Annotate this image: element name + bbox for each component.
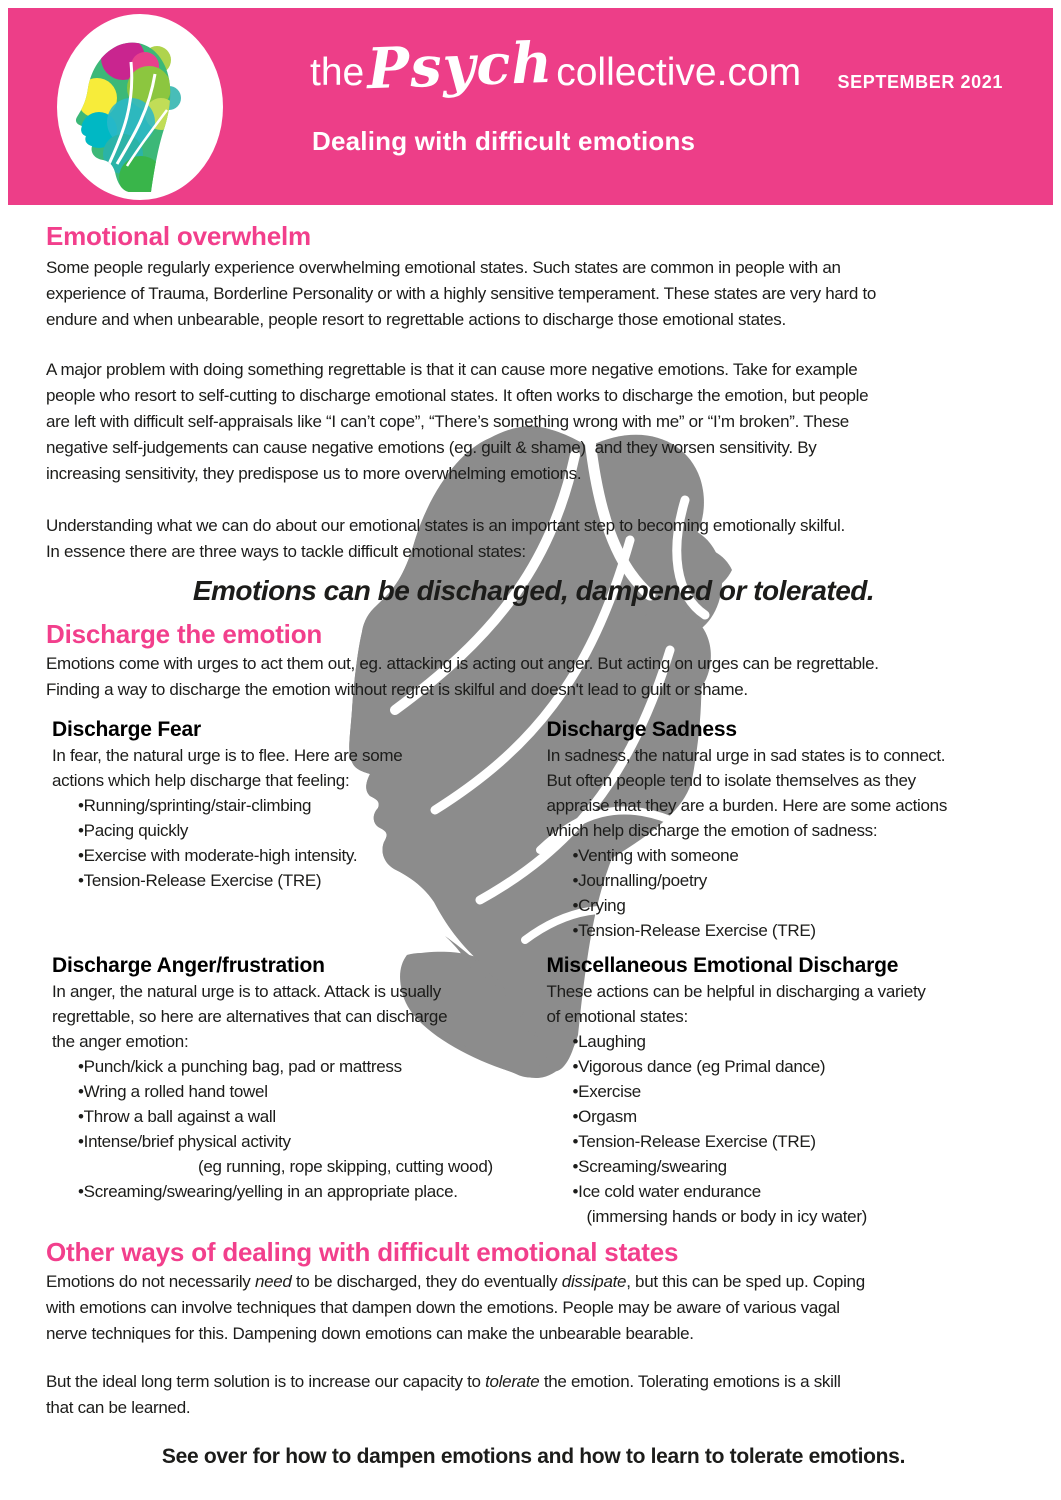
text-line: of emotional states: — [546, 1007, 688, 1026]
text-line: appraise that they are a burden. Here are some actions — [546, 796, 948, 815]
logo-head-graphic — [57, 14, 223, 200]
text-line: But often people tend to isolate themselves as they — [546, 771, 916, 790]
card-discharge-fear — [46, 717, 521, 943]
flyer-body — [46, 205, 1021, 1469]
text-line: But the ideal long term solution is to increase our capacity to tolerate the emotion. Tolerating emotions is a skill — [46, 1372, 841, 1391]
section-heading-emotional-overwhelm: Emotional overwhelm — [46, 221, 311, 251]
card-body-sadness — [547, 743, 1022, 843]
paragraph-discharge-intro — [46, 651, 1021, 703]
card-bullets-anger — [52, 1054, 521, 1204]
text-line: regrettable, so here are alternatives that can discharge — [52, 1007, 448, 1026]
list-item: •Crying — [572, 896, 626, 915]
list-item: •Exercise with moderate-high intensity. — [78, 846, 358, 865]
card-body-anger — [52, 979, 521, 1054]
card-miscellaneous-discharge — [547, 953, 1022, 1229]
card-bullets-fear — [52, 793, 521, 893]
card-title-anger: Discharge Anger/frustration — [52, 954, 325, 977]
text-line: nerve techniques for this. Dampening down emotions can make the unbearable bearable. — [46, 1324, 694, 1343]
card-title-sadness: Discharge Sadness — [546, 718, 737, 741]
list-item: (immersing hands or body in icy water) — [586, 1207, 868, 1226]
text-line: are left with difficult self-appraisals like “I can’t cope”, “There’s something wrong with me” or “I’m broken”. These — [46, 412, 849, 431]
paragraph-other-1 — [46, 1269, 1021, 1347]
flyer-subtitle: Dealing with difficult emotions — [312, 126, 696, 156]
list-item: •Wring a rolled hand towel — [78, 1082, 268, 1101]
list-item: •Punch/kick a punching bag, pad or mattress — [78, 1057, 402, 1076]
list-item: •Exercise — [572, 1082, 641, 1101]
text-line: In anger, the natural urge is to attack. Attack is usually — [52, 982, 441, 1001]
list-item: •Journalling/poetry — [572, 871, 707, 890]
card-discharge-anger — [46, 953, 521, 1229]
text-line: A major problem with doing something regrettable is that it can cause more negative emotions. Take for example — [46, 360, 858, 379]
list-item: •Pacing quickly — [78, 821, 189, 840]
header-band — [8, 8, 1053, 205]
text-line: with emotions can involve techniques that dampen down the emotions. People may be aware of various vagal — [46, 1298, 840, 1317]
list-item: •Running/sprinting/stair-climbing — [78, 796, 312, 815]
card-body-fear — [52, 743, 521, 793]
list-item: •Tension-Release Exercise (TRE) — [572, 1132, 816, 1151]
text-line: increasing sensitivity, they predispose us to more overwhelming emotions. — [46, 464, 582, 483]
card-discharge-sadness — [547, 717, 1022, 943]
list-item: •Ice cold water endurance — [572, 1182, 761, 1201]
paragraph-overwhelm-3 — [46, 513, 1021, 565]
card-title-miscellaneous: Miscellaneous Emotional Discharge — [546, 954, 899, 977]
text-line: experience of Trauma, Borderline Personality or with a highly sensitive temperament. These states are very hard to — [46, 284, 877, 303]
text-line: people who resort to self-cutting to discharge emotional states. It often works to discharge the emotion, but people — [46, 386, 869, 405]
text-line: endure and when unbearable, people resort to regrettable actions to discharge those emotional states. — [46, 310, 786, 329]
issue-date: SEPTEMBER 2021 — [837, 72, 1003, 92]
text-line: In sadness, the natural urge in sad states is to connect. — [546, 746, 946, 765]
card-bullets-sadness — [547, 843, 1022, 943]
list-item: •Intense/brief physical activity — [78, 1132, 291, 1151]
paragraph-other-2 — [46, 1369, 1021, 1421]
site-title-pre: the — [310, 51, 365, 94]
text-line: Understanding what we can do about our emotional states is an important step to becoming emotionally skilful. — [46, 516, 845, 535]
list-item: •Vigorous dance (eg Primal dance) — [572, 1057, 826, 1076]
paragraph-overwhelm-1 — [46, 255, 1021, 333]
list-item: (eg running, rope skipping, cutting wood) — [198, 1157, 493, 1176]
text-line: In essence there are three ways to tackle difficult emotional states: — [46, 542, 526, 561]
discharge-cards-grid — [46, 717, 1021, 1229]
paragraph-overwhelm-2 — [46, 357, 1021, 487]
text-line: Emotions come with urges to act them out, eg. attacking is acting out anger. But acting on urges can be regrettable. — [46, 654, 879, 673]
tagline-three-ways: Emotions can be discharged, dampened or tolerated. — [192, 575, 875, 606]
card-title-fear: Discharge Fear — [52, 718, 201, 741]
list-item: •Tension-Release Exercise (TRE) — [572, 921, 816, 940]
text-line: These actions can be helpful in discharging a variety — [546, 982, 926, 1001]
list-item: •Throw a ball against a wall — [78, 1107, 276, 1126]
text-line: Finding a way to discharge the emotion without regret is skilful and doesn't lead to guilt or shame. — [46, 680, 748, 699]
text-line: actions which help discharge that feeling: — [52, 771, 350, 790]
section-heading-other-ways: Other ways of dealing with difficult emotional states — [46, 1237, 679, 1267]
list-item: •Venting with someone — [572, 846, 739, 865]
site-title-post: collective.com — [556, 51, 802, 94]
card-bullets-miscellaneous — [547, 1029, 1022, 1229]
text-line: which help discharge the emotion of sadness: — [546, 821, 878, 840]
text-line: In fear, the natural urge is to flee. Here are some — [52, 746, 403, 765]
text-line: negative self-judgements can cause negative emotions (eg. guilt & shame) and they worsen sensitivity. By — [46, 438, 817, 457]
site-title — [310, 29, 802, 113]
text-line: that can be learned. — [46, 1398, 191, 1417]
list-item: •Orgasm — [572, 1107, 637, 1126]
section-heading-discharge: Discharge the emotion — [46, 619, 323, 649]
text-line: Some people regularly experience overwhelming emotional states. Such states are common in people with an — [46, 258, 841, 277]
list-item: •Laughing — [572, 1032, 646, 1051]
text-line: the anger emotion: — [52, 1032, 189, 1051]
list-item: •Screaming/swearing — [572, 1157, 727, 1176]
card-body-miscellaneous — [547, 979, 1022, 1029]
list-item: •Screaming/swearing/yelling in an appropriate place. — [78, 1182, 458, 1201]
list-item: •Tension-Release Exercise (TRE) — [78, 871, 322, 890]
text-line: Emotions do not necessarily need to be discharged, they do eventually dissipate, but this can be sped up. Coping — [46, 1272, 865, 1291]
site-title-script: Psych — [366, 29, 555, 103]
see-over-note: See over for how to dampen emotions and how to learn to tolerate emotions. — [161, 1445, 906, 1468]
psych-collective-logo — [57, 14, 223, 200]
